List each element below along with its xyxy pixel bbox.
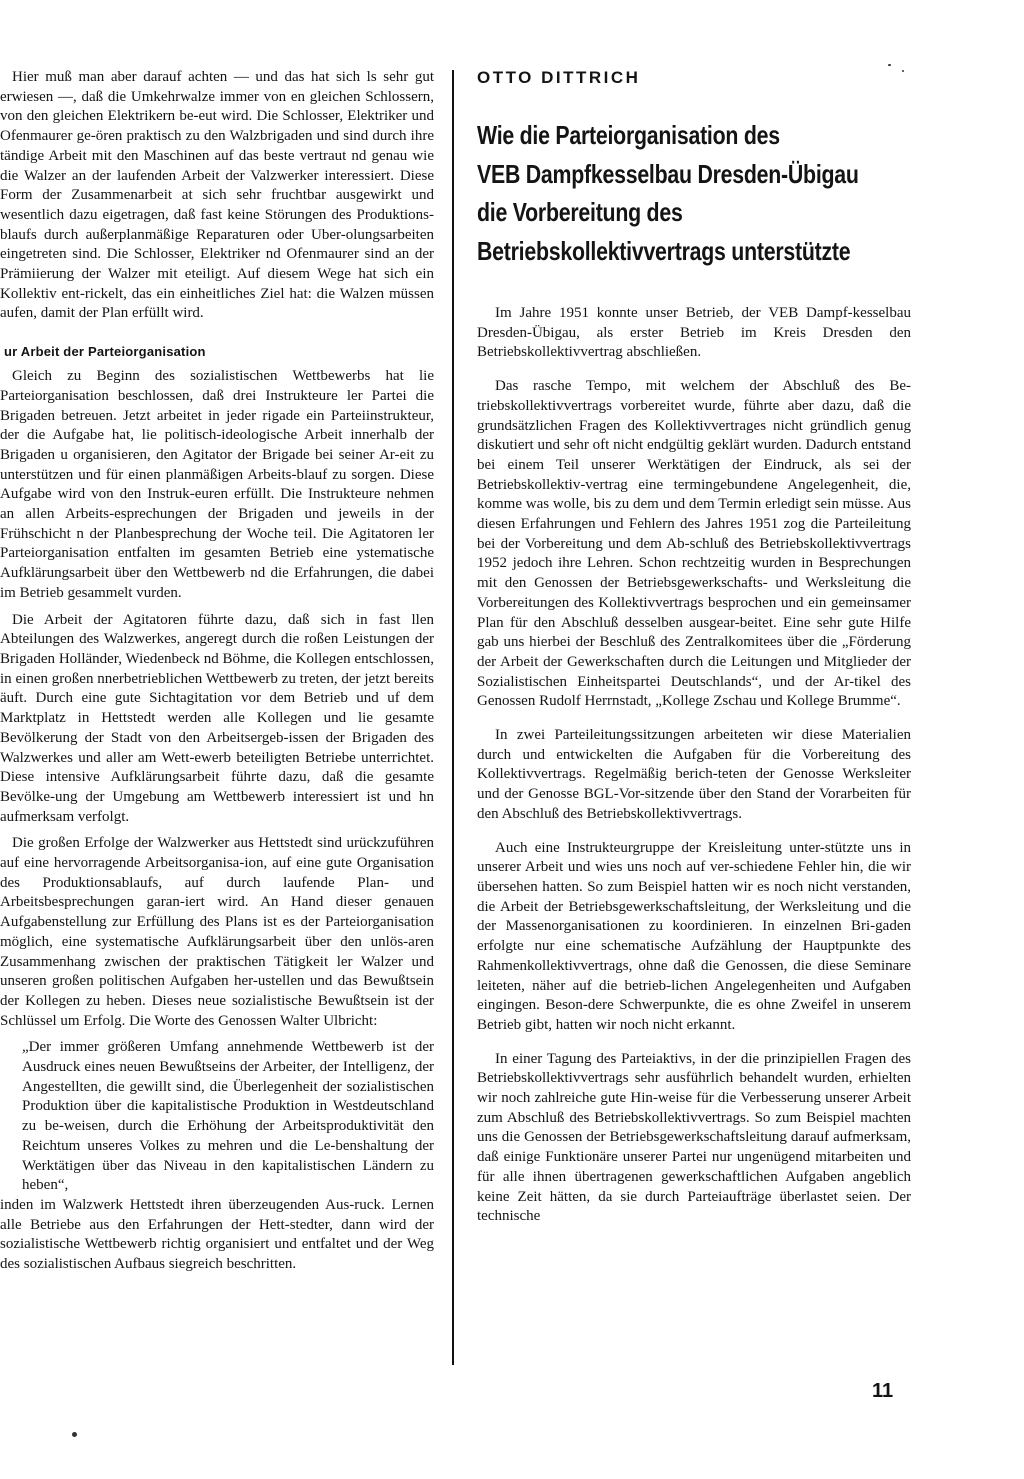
print-speck bbox=[902, 70, 904, 72]
section-subheading: ur Arbeit der Parteiorganisation bbox=[4, 344, 206, 360]
column-divider bbox=[452, 70, 454, 1365]
left-paragraph-4: Die großen Erfolge der Walzwerker aus Hettstedt sind urückzuführen auf eine hervorragende Arbeitsorganisa-ion, auf eine gute Organisation des Produktionsablaufs, auf durch laufende Plan- und Arbeitsbesprechungen garan-iert wird. An Hand dieser genauen Aufgabenstellung zur Erfüllung des Plans ist es der Parteiorganisation möglich, eine systematische Aufklärungsarbeit über den unlös-aren Zusammenhang zwischen der praktischen Tätigkeit ler Walzer und unseren großen politischen Aufgaben her-ustellen und das Bewußtsein der Kollegen zu heben. Dieses neue sozialistische Bewußtsein ist der Schlüssel um Erfolg. Die Worte des Genossen Walter Ulbricht: bbox=[0, 835, 434, 1029]
page-number: 11 bbox=[872, 1380, 894, 1402]
author-name: OTTO DITTRICH bbox=[477, 68, 641, 87]
left-paragraph-2: Gleich zu Beginn des sozialistischen Wettbewerbs hat lie Parteiorganisation beschlossen, daß drei Instrukteure ler Partei die Brigaden betreuen. Jetzt arbeitet in jeder rigade ein Parteiinstrukteur, der die Aufgabe hat, lie politisch-ideologische Arbeit innerhalb der Brigaden u organisieren, den Agitator der Brigade bei seiner Ar-eit zu unterstützen und für einen planmäßigen Arbeits-blauf zu sorgen. Diese Aufgabe wird von den Instruk-euren erfüllt. Die Instrukteure nehmen an allen Arbeits-esprechungen der Brigaden und jeweils in der Frühschicht n der Planbesprechung der Woche teil. Die Agitatoren ler Parteiorganisation entfalten im gesamten Betrieb eine ystematische Aufklärungsarbeit über den Wettbewerb nd die Erfahrungen, die dabei im Betrieb gesammelt vurden. bbox=[0, 368, 434, 601]
right-paragraph-2: Das rasche Tempo, mit welchem der Abschluß des Be-triebskollektivvertrags vorbereitet wurde, führte aber dazu, daß die grundsätzlichen Fragen des Kollektivvertrages nicht gründlich genug diskutiert und sehr oft nicht endgültig geklärt wurden. Dadurch entstand bei einem Teil unserer Werktätigen der Eindruck, als sei der Betriebskollektiv-vertrag eine termingebundene Angelegenheit, die, komme was wolle, bis zu dem und dem Termin erledigt sein müsse. Aus diesen Erfahrungen und Fehlern des Jahres 1951 zog die Parteileitung bei der Vorbereitung und dem Ab-schluß des Betriebskollektivvertrags 1952 jedoch ihre Lehren. Schon rechtzeitig wurden in Besprechungen mit den Genossen der Betriebsgewerkschafts- und Werksleitung die Vorbereitungen des Kollektivvertrags besprochen und ein gemeinsamer Plan für den Abschluß desselben ausgear-beitet. Eine sehr gute Hilfe gab uns hierbei der Beschluß des Zentralkomitees über die „Förderung der Arbeit der Gewerkschaften durch die Leitungen und Mitglieder der Sozialistischen Einheitspartei Deutschlands“, und der Ar-tikel des Genossen Rudolf Herrnstadt, „Kollege Zschau und Kollege Brumme“. bbox=[477, 378, 911, 710]
print-speck bbox=[72, 1432, 77, 1437]
headline-line-4: Betriebskollektivvertrags unterstützte bbox=[477, 235, 851, 266]
left-paragraph-3: Die Arbeit der Agitatoren führte dazu, daß sich in fast llen Abteilungen des Walzwerkes, angeregt durch die roßen Leistungen der Brigaden Holländer, Wiedenbeck nd Böhme, die Kollegen entschlossen, in einen großen nnerbetrieblichen Wettbewerb zu treten, der jetzt bereits äuft. Durch eine gute Sichtagitation vor dem Betrieb und uf dem Marktplatz in Hettstedt werden alle Kollegen und lie gesamte Bevölkerung der Stadt von den Arbeitsergeb-issen der Brigaden des Walzwerkes und aller am Wett-ewerb beteiligten Betriebe unterrichtet. Diese intensive Aufklärungsarbeit führte dazu, daß die gesamte Bevölke-ung der Umgebung am Wettbewerb interessiert ist und hn aufmerksam verfolgt. bbox=[0, 611, 434, 825]
left-column bbox=[0, 0, 434, 1282]
right-paragraph-4: Auch eine Instrukteurgruppe der Kreisleitung unter-stützte uns in unserer Arbeit und wies uns noch auf ver-schiedene Fehler hin, die wir übersehen hatten. So zum Beispiel hatten wir es noch nicht verstanden, die Arbeit der Betriebsgewerkschaftsleitung, der Werksleitung und die der Massenorganisationen zu koordinieren. In einzelnen Bri-gaden erfolgte nur eine schematische Aufzählung der Hauptpunkte des Rahmenkollektivvertrags, ohne daß die Genossen, die diese Seminare leiteten, näher auf die betrieb-lichen Angelegenheiten und Aufgaben eingingen. Beson-dere Schwerpunkte, die es ohne Zweifel in unserem Betrieb gibt, hatten wir noch nicht erkannt. bbox=[477, 839, 911, 1033]
article-headline bbox=[477, 116, 862, 270]
left-closing-paragraph: inden im Walzwerk Hettstedt ihren überzeugenden Aus-ruck. Lernen alle Betriebe aus den Erfahrungen der Hett-stedter, dann wird der sozialistische Wettbewerb richtig organisiert und entfaltet und der Weg des sozialistischen Aufbaus siegreich beschritten. bbox=[0, 1196, 434, 1273]
right-paragraph-1: Im Jahre 1951 konnte unser Betrieb, der VEB Dampf-kesselbau Dresden-Übigau, als erster Betrieb im Kreis Dresden den Betriebskollektivvertrag abschließen. bbox=[477, 305, 911, 361]
headline-line-2: VEB Dampfkesselbau Dresden-Übigau bbox=[477, 158, 859, 189]
right-paragraph-3: In zwei Parteileitungssitzungen arbeiteten wir diese Materialien durch und entwickelten die Aufgaben für die Vorbereitung des Kollektivvertrags. Regelmäßig berich-teten der Genosse Werksleiter und der Genosse BGL-Vor-sitzende über den Stand der Vorarbeiten für den Abschluß des Betriebskollektivvertrags. bbox=[477, 727, 911, 822]
right-paragraph-5: In einer Tagung des Parteiaktivs, in der die prinzipiellen Fragen des Betriebskollektivvertrags sehr ausführlich behandelt wurden, erhielten wir noch zahlreiche gute Hin-weise für die Verbesserung unserer Arbeit zum Abschluß des Betriebskollektivvertrags. So zum Beispiel machten uns die Genossen der Betriebsgewerkschaftsleitung darauf aufmerksam, daß einige Funktionäre unserer Partei nur ungenügend mitarbeiten und für alle ihnen übertragenen gewerkschaftlichen Aufgaben angeblich keine Zeit hätten, da sie durch Parteiaufträge überlastet seien. Der technische bbox=[477, 1050, 911, 1225]
headline-line-3: die Vorbereitung des bbox=[477, 197, 683, 227]
article-body bbox=[477, 304, 911, 1235]
headline-line-1: Wie die Parteiorganisation des bbox=[477, 120, 780, 150]
ulbricht-quote: „Der immer größeren Umfang annehmende Wettbewerb ist der Ausdruck eines neuen Bewußtseins der Arbeiter, der Intelligenz, der Angestellten, die gewillt sind, die Überlegenheit der sozialistischen Produktion über die kapitalistische Produktion in Westdeutschland zu be-weisen, durch die Erhöhung der Arbeitsproduktivität den Reichtum unseres Volkes zu mehren und die Le-benshaltung der Werktätigen über das Niveau in den kapitalistischen Ländern zu heben“, bbox=[22, 1039, 434, 1194]
left-paragraph-1: Hier muß man aber darauf achten — und das hat sich ls sehr gut erwiesen —, daß die Umkehrwalze immer von en gleichen Schlossern, von den gleichen Elektrikern be-eut wird. Die Schlosser, Elektriker und Ofenmaurer ge-ören praktisch zu den Walzbrigaden und sind durch ihre tändige Arbeit mit den Maschinen auf das beste vertraut nd genau wie die Walzer an der laufenden Arbeit der Valzwerker interessiert. Diese Form der Zusammenarbeit at sich sehr fruchtbar ausgewirkt und wesentlich dazu eigetragen, daß fast keine Störungen des Produktions-blaufs durch außerplanmäßige Reparaturen oder Uber-olungsarbeiten eingetreten sind. Die Schlosser, Elektriker nd Ofenmaurer sind an der Prämiierung der Walzer mit eteiligt. Auf diesem Wege hat sich ein Kollektiv ent-rickelt, das ein einheitliches Ziel hat: die Walzen müssen aufen, damit der Plan erfüllt wird. bbox=[0, 69, 434, 322]
print-speck bbox=[888, 64, 891, 66]
